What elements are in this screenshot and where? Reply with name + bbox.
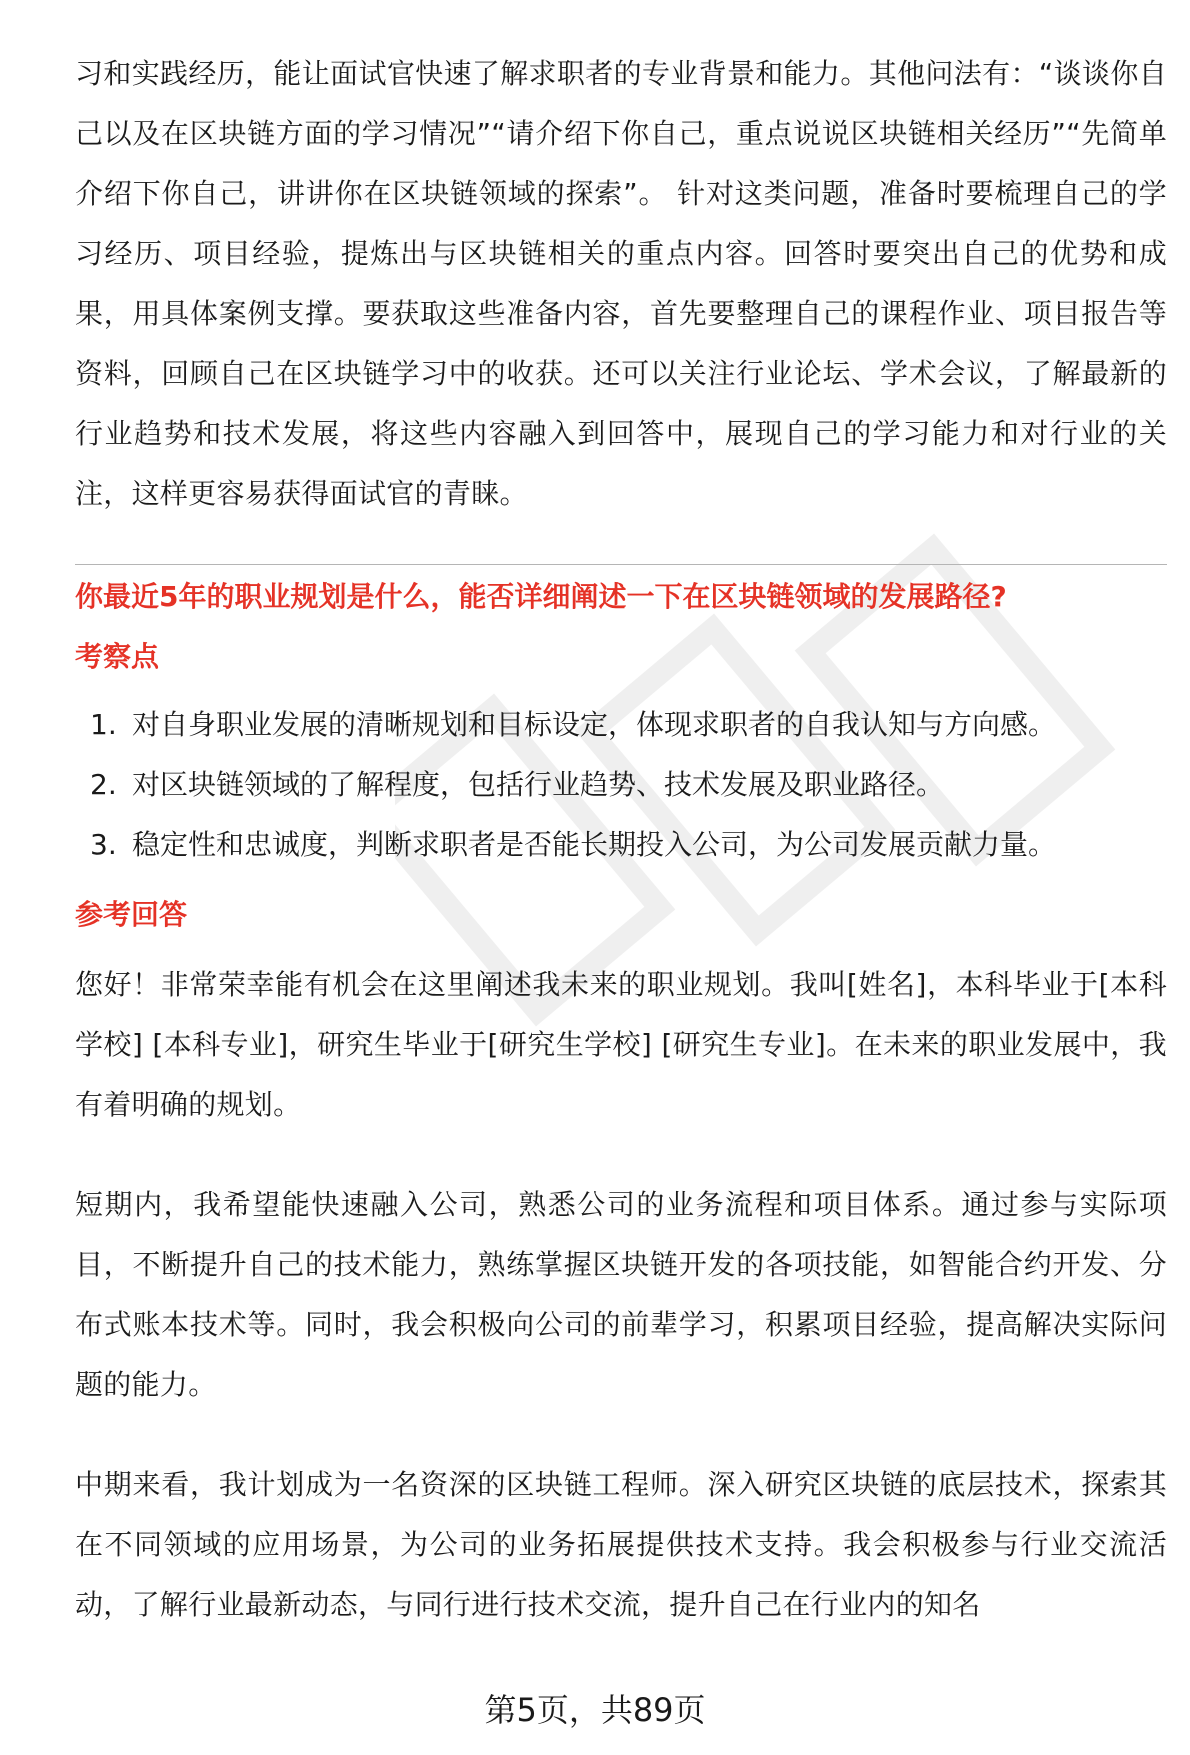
list-item-number: 1. bbox=[90, 708, 117, 741]
list-item bbox=[75, 755, 1167, 815]
section-divider bbox=[75, 564, 1167, 565]
list-item-text: 对区块链领域的了解程度，包括行业趋势、技术发展及职业路径。 bbox=[132, 768, 945, 801]
answer-paragraph: 短期内，我希望能快速融入公司，熟悉公司的业务流程和项目体系。通过参与实际项目，不断提升自己的技术能力，熟练掌握区块链开发的各项技能，如智能合约开发、分布式账本技术等。同时，我会积极向公司的前辈学习，积累项目经验，提高解决实际问题的能力。 bbox=[75, 1188, 1167, 1401]
list-item bbox=[75, 695, 1167, 755]
intro-paragraph: 习和实践经历，能让面试官快速了解求职者的专业背景和能力。其他问法有：“谈谈你自己以及在区块链方面的学习情况”“请介绍下你自己，重点说说区块链相关经历”“先简单介绍下你自己，讲讲你在区块链领域的探索”。 针对这类问题，准备时要梳理自己的学习经历、项目经验，提炼出与区块链相关的重点内容。回答时要突出自己的优势和成果，用具体案例支撑。要获取这些准备内容，首先要整理自己的课程作业、项目报告等资料，回顾自己在区块链学习中的收获。还可以关注行业论坛、学术会议，了解最新的行业趋势和技术发展，将这些内容融入到回答中，展现自己的学习能力和对行业的关注，这样更容易获得面试官的青睐。 bbox=[75, 57, 1167, 510]
list-item bbox=[75, 815, 1167, 875]
answer-paragraph: 您好！非常荣幸能有机会在这里阐述我未来的职业规划。我叫[姓名]，本科毕业于[本科学校] [本科专业]，研究生毕业于[研究生学校] [研究生专业]。在未来的职业发展中，我有着明确的规划。 bbox=[75, 968, 1167, 1121]
question-heading: 你最近5年的职业规划是什么，能否详细阐述一下在区块链领域的发展路径? bbox=[75, 580, 1007, 613]
list-item-text: 对自身职业发展的清晰规划和目标设定，体现求职者的自我认知与方向感。 bbox=[132, 708, 1057, 741]
document-page bbox=[75, 44, 1167, 1635]
list-item-text: 稳定性和忠诚度，判断求职者是否能长期投入公司，为公司发展贡献力量。 bbox=[132, 828, 1057, 861]
examine-points-list bbox=[75, 695, 1167, 875]
examine-points-heading: 考察点 bbox=[75, 640, 160, 673]
answer-paragraph: 中期来看，我计划成为一名资深的区块链工程师。深入研究区块链的底层技术，探索其在不同领域的应用场景，为公司的业务拓展提供技术支持。我会积极参与行业交流活动，了解行业最新动态，与同行进行技术交流，提升自己在行业内的知名 bbox=[75, 1468, 1167, 1621]
reference-answer-heading: 参考回答 bbox=[75, 898, 188, 931]
list-item-number: 2. bbox=[90, 768, 117, 801]
page-footer: 第5页，共89页 bbox=[484, 1691, 706, 1729]
list-item-number: 3. bbox=[90, 828, 117, 861]
